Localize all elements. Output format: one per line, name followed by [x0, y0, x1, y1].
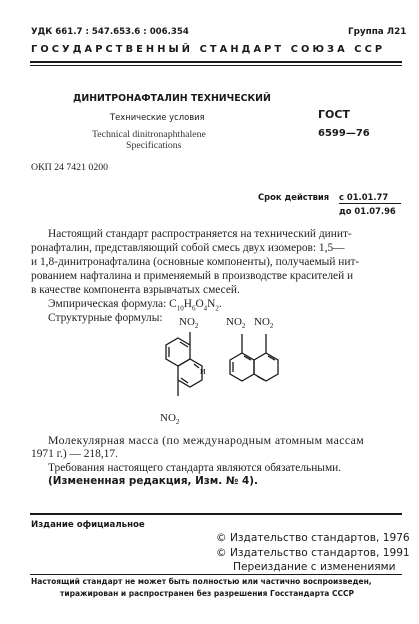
header-rule-bottom: [30, 65, 402, 66]
empirical-formula: Эмпирическая формула: $C_{10}H_6O_4N_2$.: [48, 298, 222, 313]
paragraph-line: в качестве компонента взрывчатых смесей.: [31, 284, 240, 296]
structural-formula-drawing: [150, 330, 290, 416]
group-code: Группа Л21: [348, 27, 407, 37]
english-title-line2: Specifications: [126, 140, 182, 151]
no2-label-bottom: $NO_2$: [160, 412, 180, 427]
gost-label: ГОСТ: [318, 108, 350, 121]
reproduction-notice-line2: тиражирован и распространен без разрешения Госстандарта СССР: [60, 589, 354, 598]
structural-label: Структурные формулы:: [48, 312, 163, 324]
copyright-1976: © Издательство стандартов, 1976: [216, 532, 410, 544]
paragraph-line: рованием нафталина и применяемый в производстве красителей и: [31, 270, 354, 282]
validity-from: с 01.01.77: [339, 192, 389, 202]
molecular-mass-line2: 1971 г.) — 218,17.: [31, 448, 118, 460]
naphthalene-1-8: [230, 334, 278, 381]
english-title-line1: Technical dinitronaphthalene: [92, 129, 206, 140]
reproduction-notice-line1: Настоящий стандарт не может быть полностью или частично воспроизведен,: [31, 577, 372, 586]
gost-number: 6599—76: [318, 128, 370, 139]
paragraph-line: Настоящий стандарт распространяется на технический динит-: [48, 228, 352, 240]
paragraph-line: ронафталин, представляющий собой смесь двух изомеров: 1,5—: [31, 242, 345, 254]
validity-divider: [339, 203, 401, 204]
validity-label: Срок действия: [258, 192, 330, 202]
no2-label-a: $NO_2$: [226, 316, 246, 331]
document-subtitle: Технические условия: [110, 112, 205, 122]
udk-code: УДК 661.7 : 547.653.6 : 006.354: [31, 27, 189, 37]
header-rule-top: [30, 61, 402, 63]
no2-label-top-left: $NO_2$: [179, 316, 199, 331]
copyright-1991: © Издательство стандартов, 1991: [216, 547, 410, 559]
requirements-line: Требования настоящего стандарта являются обязательными.: [48, 462, 342, 474]
standard-banner: ГОСУДАРСТВЕННЫЙ СТАНДАРТ СОЮЗА ССР: [31, 44, 386, 55]
official-edition: Издание официальное: [31, 520, 145, 530]
no2-label-b: $NO_2$: [254, 316, 274, 331]
molecular-mass-line1: Молекулярная масса (по международным атомным массам: [48, 433, 365, 447]
amendment-note: (Измененная редакция, Изм. № 4).: [48, 475, 258, 487]
paragraph-line: и 1,8-динитронафталина (основные компоненты), получаемый нит-: [31, 256, 360, 268]
reissue-note: Переиздание с изменениями: [233, 561, 396, 573]
footer-rule-bottom: [30, 574, 402, 575]
footer-rule-top: [30, 513, 402, 515]
naphthalene-1-5: [166, 332, 202, 396]
document-title: ДИНИТРОНАФТАЛИН ТЕХНИЧЕСКИЙ: [73, 93, 271, 104]
conjunction: и: [200, 366, 206, 377]
okp-code: ОКП 24 7421 0200: [31, 162, 109, 173]
validity-to: до 01.07.96: [339, 206, 396, 216]
